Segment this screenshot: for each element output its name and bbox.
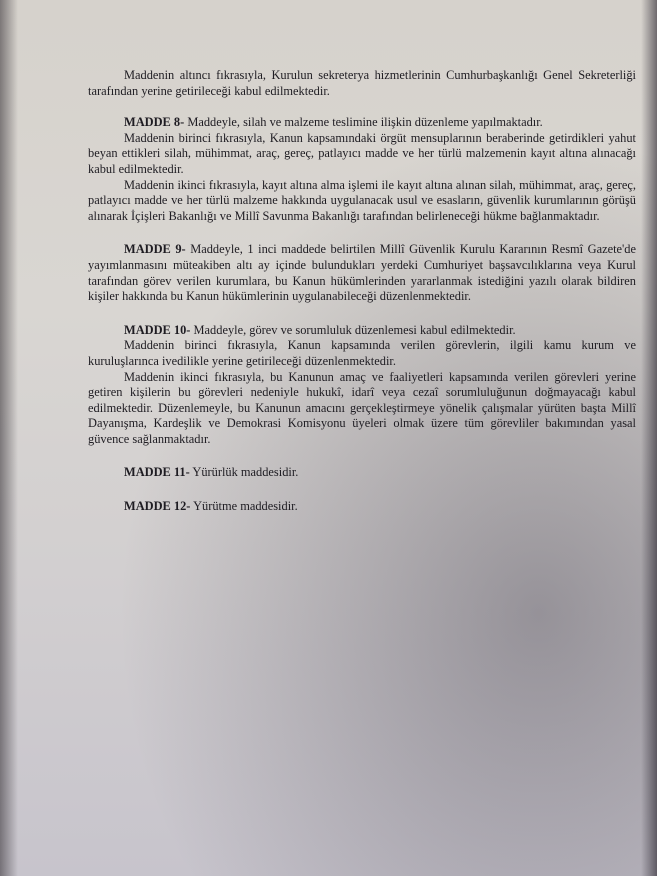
madde7-paragraph-6: Maddenin altıncı fıkrasıyla, Kurulun sekreterya hizmetlerinin Cumhurbaşkanlığı Genel Sekreterliği tarafından yerine getirileceği kabul edilmektedir.	[88, 68, 636, 98]
madde8-paragraph-1: Maddenin birinci fıkrasıyla, Kanun kapsamındaki örgüt mensuplarının beraberinde getirdikleri yahut beyan ettikleri silah, mühimmat, araç, gereç, patlayıcı madde ve her türlü malzemenin kayıt altına alınacağı kabul edilmektedir.	[88, 130, 636, 176]
page-edge-shadow-right	[641, 0, 657, 876]
madde9-text: Maddeyle, 1 inci maddede belirtilen Millî Güvenlik Kurulu Kararının Resmî Gazete'de yayımlanmasını müteakiben altı ay içinde bulundukları yerdeki Cumhuriyet başsavcılıklarına veya Kurul tarafından görev verilen kurumlara, bu Kanun hükümlerinden yararlanmak istediğini yazılı olarak bildiren kişiler hakkında bu Kanun hükümlerinin uygulanabileceği düzenlenmektedir.	[88, 242, 636, 304]
madde9-heading: MADDE 9-	[124, 242, 186, 257]
page-edge-shadow-left	[0, 0, 18, 876]
madde11-text: Yürürlük maddesidir.	[192, 465, 299, 480]
document-body	[88, 68, 636, 515]
madde12-text: Yürütme maddesidir.	[193, 499, 298, 514]
madde8-paragraph-2: Maddenin ikinci fıkrasıyla, kayıt altına alma işlemi ile kayıt altına alınan silah, mühimmat, araç, gereç, patlayıcı madde ve her türlü malzeme hakkında uygulanacak usul ve esasların, güvenlik kurumlarının görüşü alınarak İçişleri Bakanlığı ve Millî Savunma Bakanlığı tarafından belirleneceği hükme bağlanmaktadır.	[88, 177, 636, 223]
madde9-paragraph	[88, 242, 636, 304]
madde10-heading: MADDE 10-	[124, 322, 191, 337]
madde10-intro-text: Maddeyle, görev ve sorumluluk düzenlemesi kabul edilmektedir.	[193, 322, 516, 337]
madde8-intro-text: Maddeyle, silah ve malzeme teslimine ilişkin düzenleme yapılmaktadır.	[187, 115, 543, 130]
madde8-heading: MADDE 8-	[124, 115, 185, 130]
madde10-intro	[88, 323, 636, 339]
madde12-paragraph	[88, 499, 636, 515]
madde11-heading: MADDE 11-	[124, 465, 190, 480]
madde11-paragraph	[88, 465, 636, 481]
madde10-paragraph-1: Maddenin birinci fıkrasıyla, Kanun kapsamında verilen görevlerin, ilgili kamu kurum ve kuruluşlarınca ivedilikle yerine getirileceği düzenlenmektedir.	[88, 338, 636, 368]
madde8-intro	[88, 115, 636, 131]
madde10-paragraph-2: Maddenin ikinci fıkrasıyla, bu Kanunun amaç ve faaliyetleri kapsamında verilen görevleri yerine getiren kişilerin bu görevleri nedeniyle hukukî, idarî veya cezaî sorumluluğunun doğmayacağı kabul edilmektedir. Düzenlemeyle, bu Kanunun amacını gerçekleştirmeye yönelik çalışmalar yürüten başta Millî Dayanışma, Kardeşlik ve Demokrasi Komisyonu üyeleri olmak üzere tüm görevliler bakımından yasal güvence sağlanmaktadır.	[88, 369, 636, 446]
madde12-heading: MADDE 12-	[124, 499, 191, 514]
